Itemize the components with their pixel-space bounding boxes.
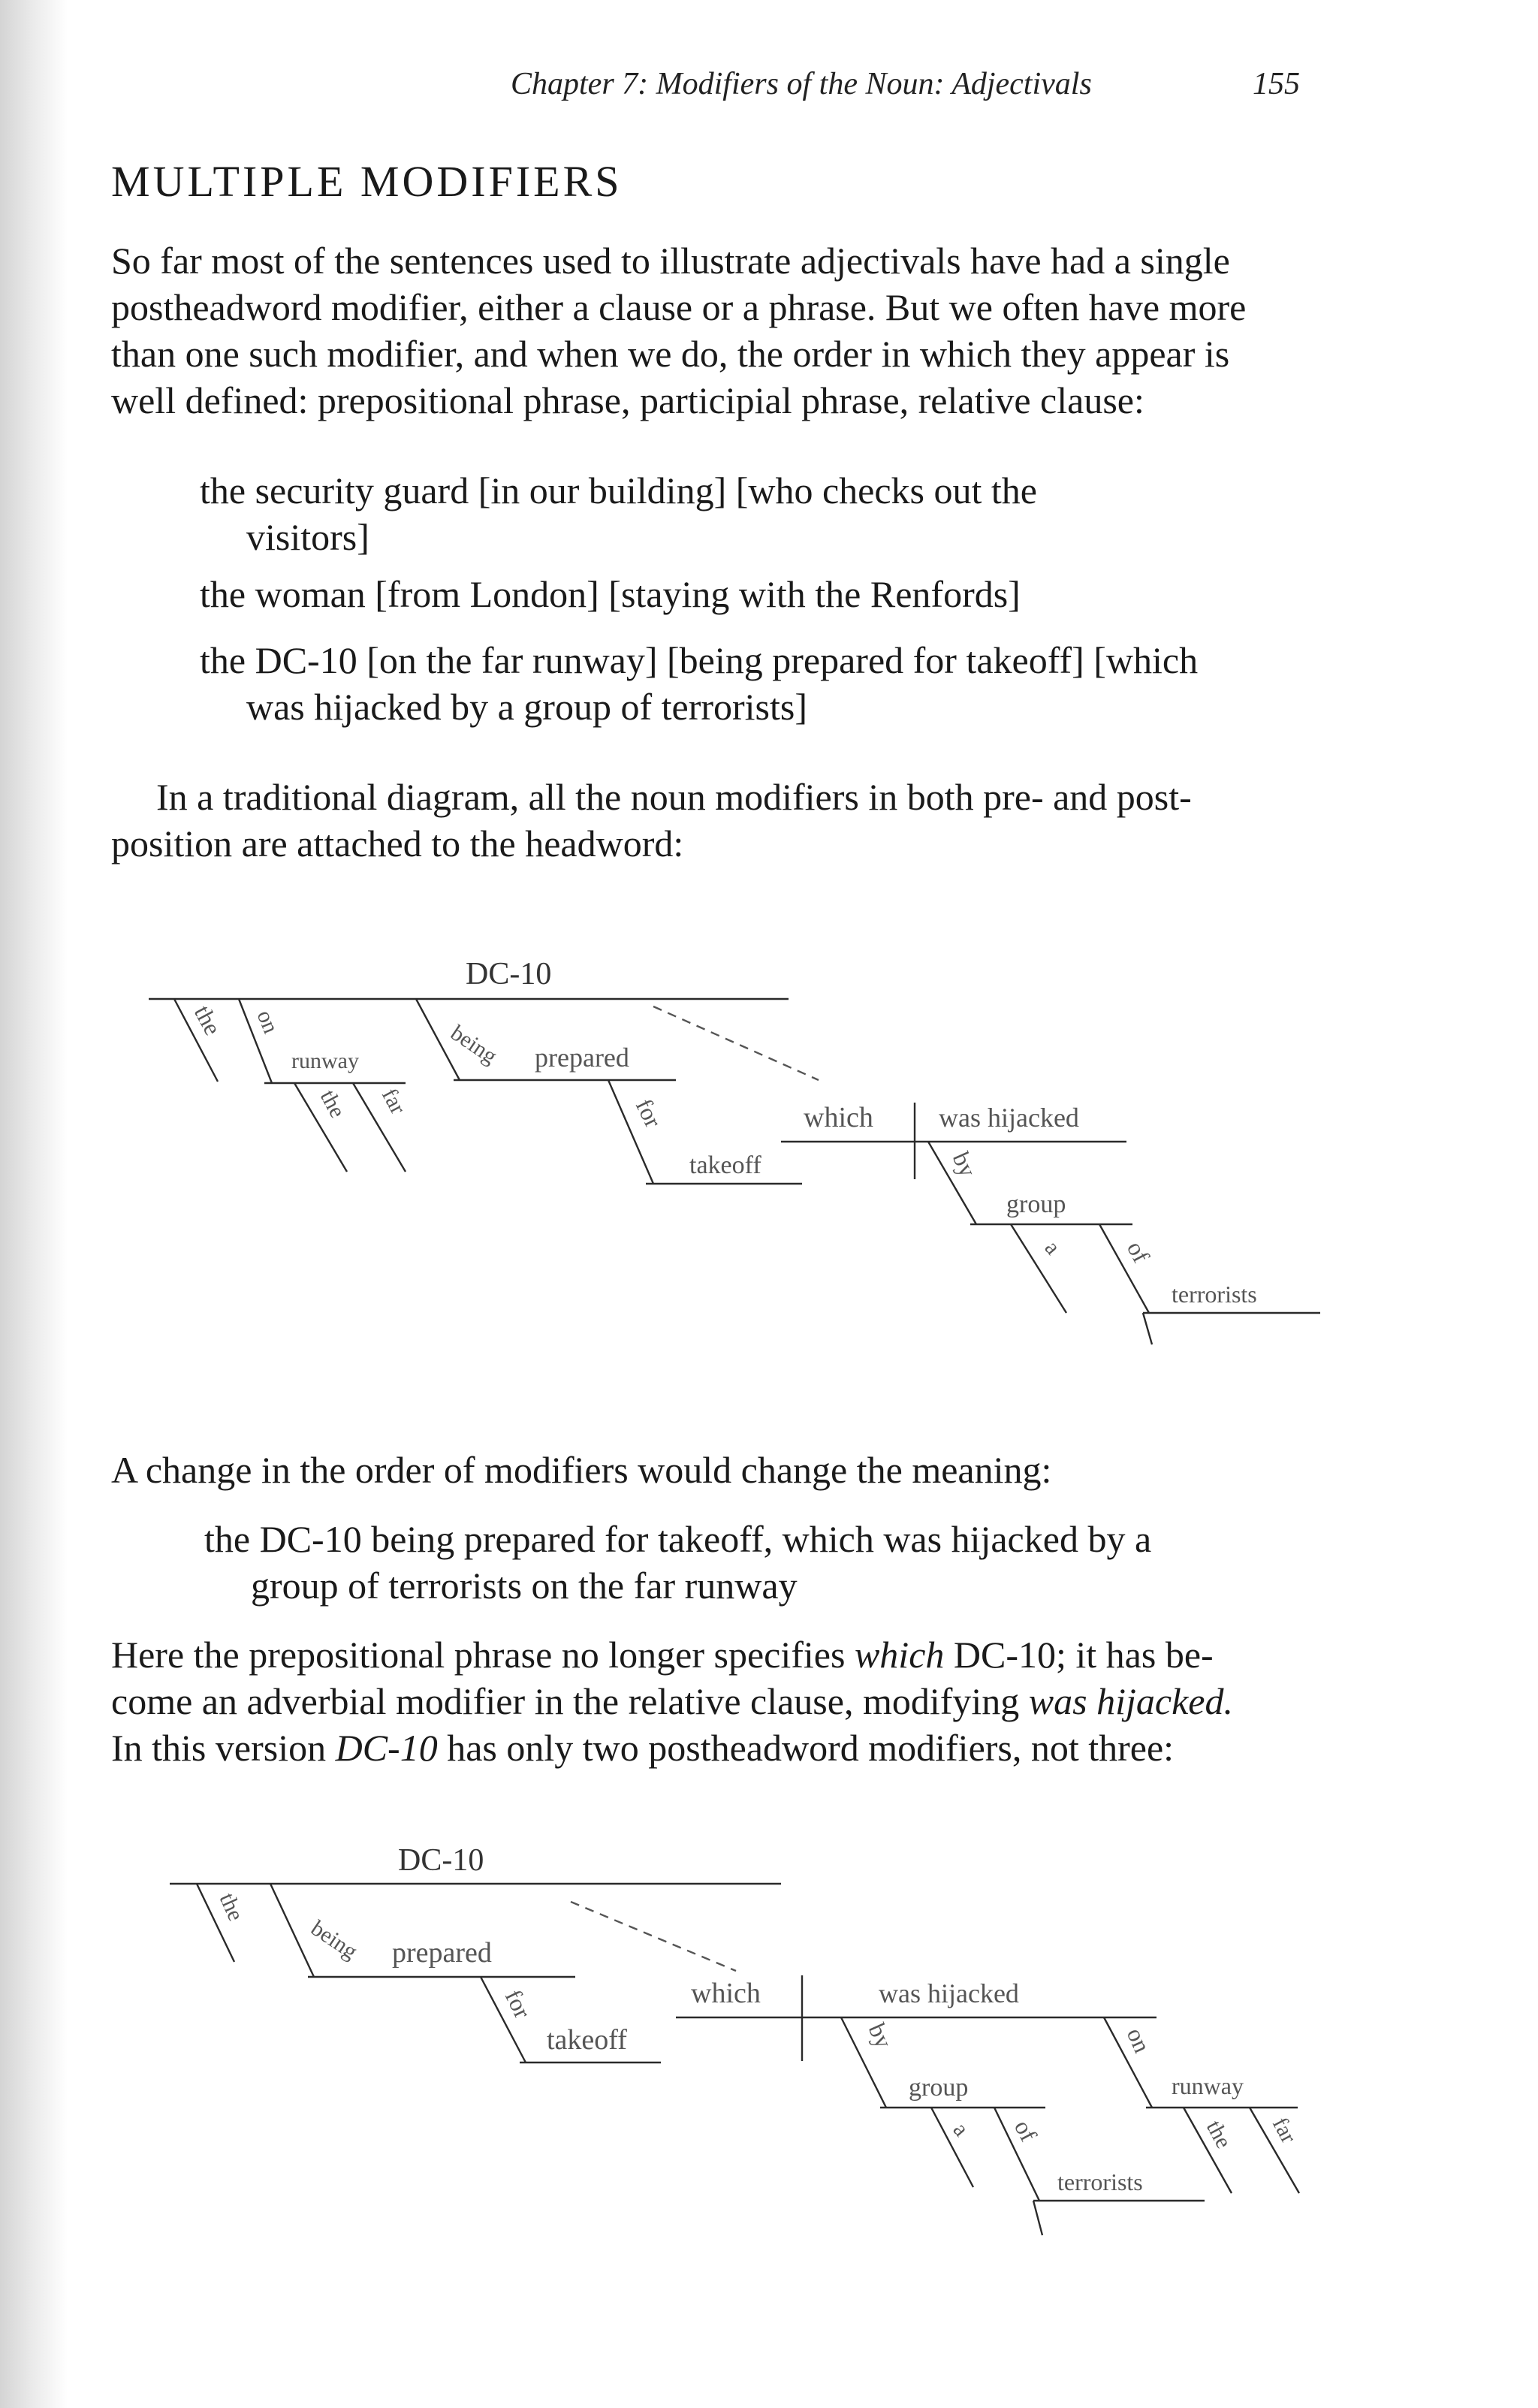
relative-clause-connector (571, 1902, 736, 1971)
intro-line: postheadword modifier, either a clause or a phrase. But we often have more (111, 286, 1247, 328)
obj-group-label: group (1006, 1190, 1066, 1218)
obj-runway-label: runway (1172, 2072, 1244, 2099)
headword-dc10: DC-10 (466, 957, 552, 991)
obj-takeoff-label: takeoff (689, 1151, 761, 1179)
det-the-label: the (214, 1889, 249, 1925)
text-run: In this version (111, 1727, 336, 1769)
rel-subject-label: which (691, 1978, 761, 2009)
intro-line: So far most of the sentences used to illustrate adjectivals have had a single (111, 240, 1230, 282)
traditional-line: In a traditional diagram, all the noun modifiers in both pre- and post- (156, 776, 1192, 818)
text-run: Here the prepositional phrase no longer specifies (111, 1634, 855, 1676)
page-number: 155 (1253, 67, 1300, 101)
rel-verb-label: was hijacked (939, 1103, 1079, 1133)
rel-subject-label: which (804, 1102, 873, 1133)
italic-run: was hijacked. (1028, 1680, 1233, 1722)
prep-by-label: by (863, 2019, 898, 2053)
intro-line: than one such modifier, and when we do, the order in which they appear is (111, 333, 1230, 375)
runway-det-label: the (1201, 2116, 1237, 2153)
prep-of-label: of (1121, 1236, 1156, 1267)
prep-of-label: of (1009, 2115, 1043, 2146)
participle-prepared-label: prepared (392, 1937, 492, 1969)
obj-terrorists-label: terrorists (1172, 1281, 1257, 1308)
example-continuation: was hijacked by a group of terrorists] (246, 686, 807, 728)
text-run: has only two postheadword modifiers, not three: (437, 1727, 1175, 1769)
text-run: DC-10; it has be- (944, 1634, 1214, 1676)
runway-adj-label: far (1267, 2113, 1301, 2147)
participle-being-label: being (306, 1915, 362, 1965)
prep-for-label: for (630, 1094, 668, 1132)
italic-run: which (854, 1634, 945, 1676)
runway-adj-label: far (376, 1084, 411, 1118)
obj-runway-label: runway (291, 1049, 359, 1073)
example-continuation: visitors] (246, 516, 369, 558)
headword-dc10: DC-10 (398, 1843, 484, 1878)
participle-prepared-label: prepared (535, 1043, 629, 1073)
change-line: A change in the order of modifiers would change the meaning: (111, 1449, 1052, 1491)
prep-on-label: on (1121, 2023, 1157, 2057)
traditional-line: position are attached to the headword: (111, 822, 684, 865)
group-det-label: a (1039, 1236, 1066, 1260)
rel-verb-label: was hijacked (879, 1978, 1019, 2008)
example-line: the security guard [in our building] [who checks out the (200, 469, 1037, 511)
example-line: the DC-10 [on the far runway] [being prepared for takeoff] [which (200, 639, 1199, 681)
group-det-label: a (948, 2117, 974, 2141)
example-line: the woman [from London] [staying with the Renfords] (200, 573, 1021, 615)
example-line: the DC-10 being prepared for takeoff, which was hijacked by a (204, 1518, 1152, 1560)
obj-terrorists-label: terrorists (1057, 2168, 1143, 2195)
section-title: MULTIPLE MODIFIERS (111, 157, 623, 206)
participle-being-label: being (446, 1020, 502, 1070)
det-the-label: the (188, 1000, 227, 1040)
terrorists-lower-slant (1033, 2201, 1042, 2235)
text-run: come an adverbial modifier in the relative clause, modifying (111, 1680, 1029, 1722)
obj-group-label: group (909, 2074, 969, 2102)
runway-det-label: the (315, 1085, 351, 1122)
prep-for-label: for (499, 1985, 537, 2023)
prep-on-label: on (252, 1006, 284, 1037)
obj-takeoff-label: takeoff (547, 2024, 627, 2056)
intro-line: well defined: prepositional phrase, participial phrase, relative clause: (111, 379, 1144, 421)
prep-by-label: by (947, 1148, 982, 1181)
participle-slant (270, 1884, 314, 1977)
italic-run: DC-10 (335, 1727, 438, 1769)
running-head: Chapter 7: Modifiers of the Noun: Adjectivals (511, 67, 1092, 101)
example-continuation: group of terrorists on the far runway (251, 1565, 798, 1607)
